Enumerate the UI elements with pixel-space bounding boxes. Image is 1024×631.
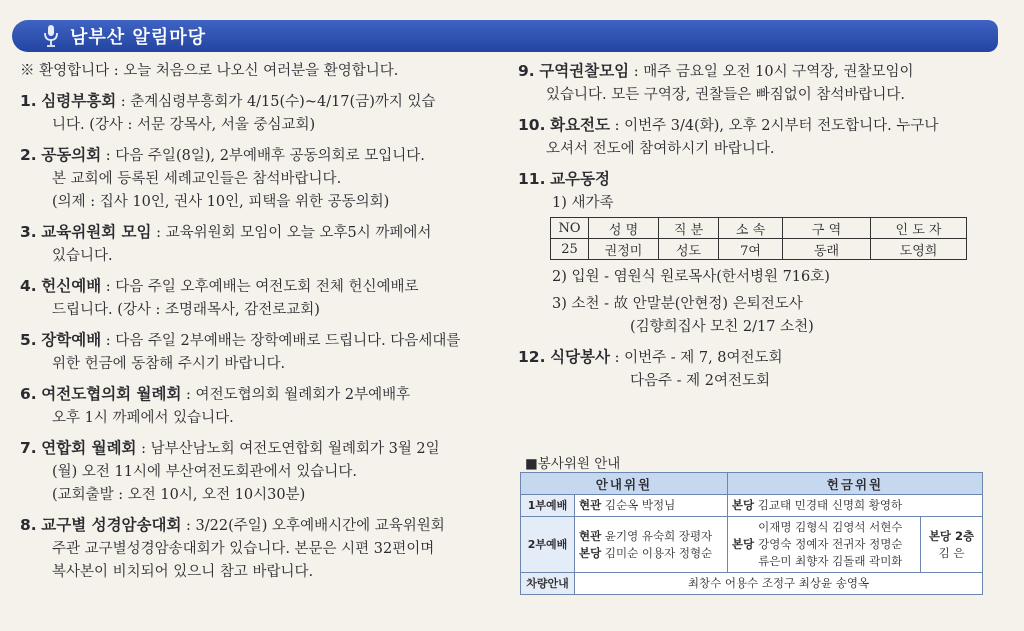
item-heading: 식당봉사 xyxy=(550,348,610,366)
item-number: 2. xyxy=(20,146,37,164)
offering-cell: 본당 김교태 민경태 신명희 황영하 xyxy=(727,495,982,517)
item-number: 9. xyxy=(518,62,535,80)
row-label: 차량안내 xyxy=(521,573,575,595)
guide-cell: 현관 윤기영 유숙희 장평자 본당 김미순 이용자 정형순 xyxy=(575,517,728,573)
table-cell: 도영희 xyxy=(871,239,967,260)
notice-item-2 xyxy=(20,144,510,214)
vehicle-cell: 최창수 어용수 조정구 최상윤 송영옥 xyxy=(575,573,983,595)
offering-header: 헌금위원 xyxy=(727,473,982,495)
table-cell: 권정미 xyxy=(589,239,659,260)
row-label: 1부예배 xyxy=(521,495,575,517)
table-cell: 25 xyxy=(551,239,589,260)
table-header-cell: 직 분 xyxy=(659,218,719,239)
funeral-notice: 3) 소천 - 故 안말분(안현정) 은퇴전도사 xyxy=(552,296,803,312)
new-family-label: 1) 새가족 xyxy=(552,195,614,211)
item-heading: 헌신예배 xyxy=(41,277,102,295)
item-heading: 화요전도 xyxy=(550,116,610,134)
table-header-cell: 소 속 xyxy=(719,218,783,239)
microphone-icon xyxy=(40,23,62,49)
item-text: (월) 오전 11시에 부산여전도회관에서 있습니다. xyxy=(52,464,357,480)
notice-item-6 xyxy=(20,383,510,430)
left-column xyxy=(20,60,510,584)
item-text: : 다음 주일(8일), 2부예배후 공동의회로 모입니다. xyxy=(101,148,425,164)
item-text: (교회출발 : 오전 10시, 오전 10시30분) xyxy=(52,487,306,503)
item-number: 12. xyxy=(518,348,546,366)
item-text: : 다음 주일 2부예배는 장학예배로 드립니다. 다음세대를 xyxy=(101,333,461,349)
item-number: 4. xyxy=(20,277,37,295)
table-header-cell: 구 역 xyxy=(783,218,871,239)
item-number: 5. xyxy=(20,331,37,349)
item-text: : 매주 금요일 오전 10시 구역장, 권찰모임이 xyxy=(629,64,914,80)
item-text: : 3/22(주일) 오후예배시간에 교육위원회 xyxy=(181,518,445,534)
item-text: 오셔서 전도에 참여하시기 바랍니다. xyxy=(546,141,775,157)
service-table xyxy=(520,472,983,595)
item-text: 있습니다. xyxy=(52,248,113,264)
table-row xyxy=(521,517,983,573)
item-number: 3. xyxy=(20,223,37,241)
item-text: : 교육위원회 모임이 오늘 오후5시 까페에서 xyxy=(151,225,432,241)
service-title: ■봉사위원 안내 xyxy=(525,456,621,472)
item-number: 7. xyxy=(20,439,37,457)
item-text: (의제 : 집사 10인, 권사 10인, 피택을 위한 공동의회) xyxy=(52,194,390,210)
new-family-table xyxy=(550,217,967,260)
notice-item-7 xyxy=(20,437,510,507)
item-heading: 구역권찰모임 xyxy=(539,62,630,80)
title-banner xyxy=(12,20,998,52)
table-header-cell: 성 명 xyxy=(589,218,659,239)
item-number: 8. xyxy=(20,516,37,534)
table-cell: 동래 xyxy=(783,239,871,260)
guide-header: 안내위원 xyxy=(521,473,728,495)
item-text: 복사본이 비치되어 있으니 참고 바랍니다. xyxy=(52,564,314,580)
item-text: : 춘계심령부흥회가 4/15(수)~4/17(금)까지 있습 xyxy=(116,94,436,110)
item-heading: 공동의회 xyxy=(41,146,102,164)
table-cell: 7여 xyxy=(719,239,783,260)
item-text: 본 교회에 등록된 세례교인들은 참석바랍니다. xyxy=(52,171,342,187)
funeral-detail: (김향희집사 모친 2/17 소천) xyxy=(630,319,814,335)
banner-title: 남부산 알림마당 xyxy=(70,27,206,48)
notice-item-11 xyxy=(518,168,1008,339)
item-heading: 교우동정 xyxy=(550,170,610,188)
hospital-notice: 2) 입원 - 염원식 원로목사(한서병원 716호) xyxy=(552,269,830,285)
item-number: 6. xyxy=(20,385,37,403)
item-heading: 교육위원회 모임 xyxy=(41,223,152,241)
notice-item-12 xyxy=(518,346,1008,393)
table-row xyxy=(521,573,983,595)
item-text: : 다음 주일 오후예배는 여전도회 전체 헌신예배로 xyxy=(101,279,419,295)
item-heading: 연합회 월례회 xyxy=(41,439,137,457)
item-heading: 심령부흥회 xyxy=(41,92,117,110)
welcome-text: ※ 환영합니다 : 오늘 처음으로 나오신 여러분을 환영합니다. xyxy=(20,63,399,79)
row-label: 2부예배 xyxy=(521,517,575,573)
notice-item-1 xyxy=(20,90,510,137)
item-heading: 장학예배 xyxy=(41,331,102,349)
offering-cell: 본당 이재명 김형식 김영석 서현수 강영숙 정예자 전귀자 정명순 류은미 최향자 김돌래 곽미화 xyxy=(727,517,920,573)
notice-item-8 xyxy=(20,514,510,584)
item-text: 주관 교구별성경암송대회가 있습니다. 본문은 시편 32편이며 xyxy=(52,541,435,557)
right-column xyxy=(518,60,1008,393)
table-header-cell: NO xyxy=(551,218,589,239)
table-header-cell: 인 도 자 xyxy=(871,218,967,239)
item-number: 10. xyxy=(518,116,546,134)
guide-cell: 현관 김순옥 박정님 xyxy=(575,495,728,517)
item-heading: 교구별 성경암송대회 xyxy=(41,516,182,534)
notice-item-5 xyxy=(20,329,510,376)
item-number: 11. xyxy=(518,170,546,188)
notice-item-4 xyxy=(20,275,510,322)
item-text: 있습니다. 모든 구역장, 권찰들은 빠짐없이 참석바랍니다. xyxy=(546,87,906,103)
item-text: 위한 헌금에 동참해 주시기 바랍니다. xyxy=(52,356,286,372)
item-text: 니다. (강사 : 서문 강목사, 서울 중심교회) xyxy=(52,117,316,133)
item-text: 오후 1시 까페에서 있습니다. xyxy=(52,410,234,426)
item-text: 다음주 - 제 2여전도회 xyxy=(630,373,771,389)
notice-item-9 xyxy=(518,60,1008,107)
item-text: : 이번주 - 제 7, 8여전도회 xyxy=(609,350,783,366)
item-text: : 여전도협의회 월례회가 2부예배후 xyxy=(181,387,411,403)
item-text: : 남부산남노회 여전도연합회 월례회가 3월 2일 xyxy=(136,441,440,457)
item-heading: 여전도협의회 월례회 xyxy=(41,385,182,403)
table-cell: 성도 xyxy=(659,239,719,260)
notice-item-10 xyxy=(518,114,1008,161)
item-number: 1. xyxy=(20,92,37,110)
table-row xyxy=(521,495,983,517)
notice-item-3 xyxy=(20,221,510,268)
offering-extra-cell: 본당 2층 김 은 xyxy=(921,517,983,573)
item-text: : 이번주 3/4(화), 오후 2시부터 전도합니다. 누구나 xyxy=(609,118,939,134)
item-text: 드립니다. (강사 : 조명래목사, 감전로교회) xyxy=(52,302,320,318)
